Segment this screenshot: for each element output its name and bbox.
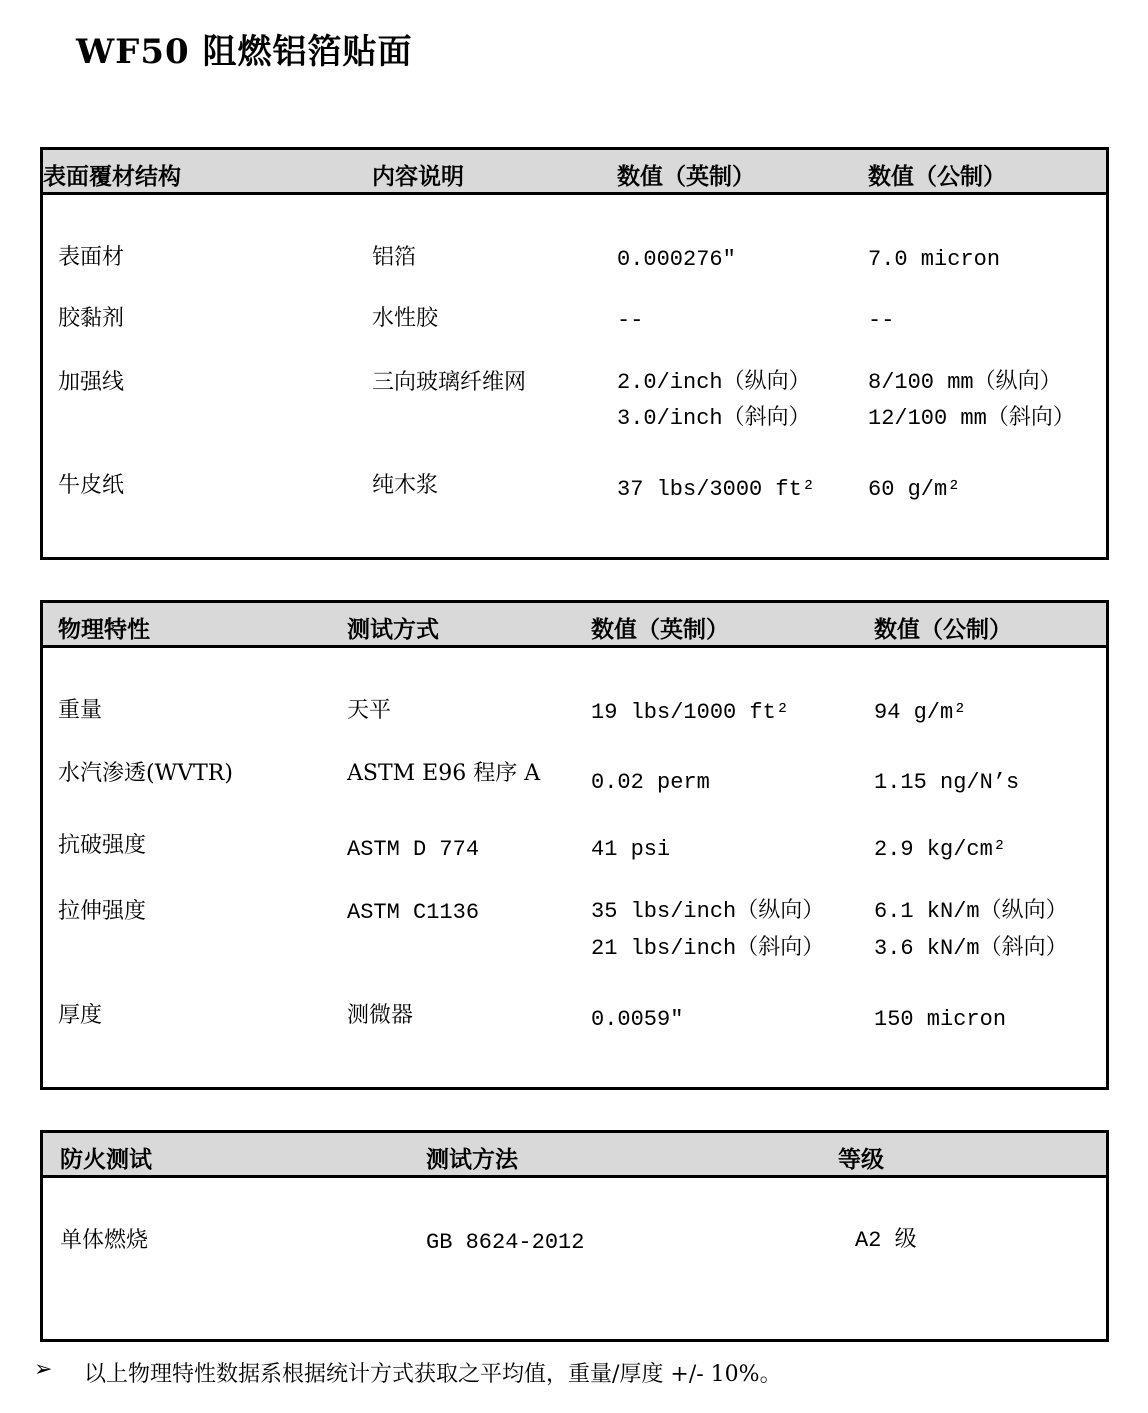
table-row-imperial-2: 21 lbs/inch（斜向） (591, 936, 825, 961)
table-row-imperial: 41 psi (591, 837, 671, 862)
table-row-name: 抗破强度 (58, 833, 147, 858)
header-col-4: 数值（公制） (874, 617, 1012, 643)
table-row-name: 拉伸强度 (58, 899, 147, 924)
header-col-2: 测试方法 (426, 1147, 518, 1173)
table-row-name: 水汽渗透(WVTR) (58, 761, 233, 786)
table-row-name: 厚度 (58, 1003, 103, 1028)
header-col-3: 数值（英制） (617, 164, 755, 190)
table-row-name: 表面材 (58, 245, 125, 270)
header-col-4: 数值（公制） (868, 164, 1006, 190)
table-row-desc: ASTM D 774 (347, 837, 480, 862)
table-row-desc: ASTM E96 程序 A (347, 761, 541, 786)
header-col-1: 物理特性 (58, 617, 150, 643)
table-row-imperial-2: 3.0/inch（斜向） (617, 406, 811, 431)
table-row-metric: 8/100 mm（纵向） (868, 370, 1062, 395)
footnote-text: 以上物理特性数据系根据统计方式获取之平均值，重量/厚度 +/- 10%。 (84, 1362, 782, 1387)
table-header (43, 603, 1106, 648)
table-row-grade: A2 级 (855, 1228, 917, 1253)
header-col-2: 测试方式 (347, 617, 439, 643)
table-row-desc: 三向玻璃纤维网 (372, 370, 527, 395)
fire-test-table (40, 1130, 1109, 1342)
table-row-method: GB 8624-2012 (426, 1230, 585, 1255)
table-row-name: 加强线 (58, 370, 125, 395)
table-row-imperial: 37 lbs/3000 ft² (617, 477, 816, 502)
table-row-desc: 水性胶 (372, 306, 439, 331)
table-row-metric: 2.9 kg/cm² (874, 837, 1007, 862)
table-row-name: 牛皮纸 (58, 473, 125, 498)
table-row-metric: 150 micron (874, 1007, 1007, 1032)
table-row-metric-2: 12/100 mm（斜向） (868, 406, 1075, 431)
table-row-desc: 纯木浆 (372, 473, 439, 498)
table-row-metric: 6.1 kN/m（纵向） (874, 899, 1068, 924)
table-row-name: 单体燃烧 (60, 1228, 149, 1253)
table-row-metric: 1.15 ng/N’s (874, 770, 1020, 795)
table-row-metric: 7.0 micron (868, 247, 1001, 272)
table-row-desc: 铝箔 (372, 245, 417, 270)
table-row-imperial: 2.0/inch（纵向） (617, 370, 811, 395)
table-row-name: 胶黏剂 (58, 306, 125, 331)
table-row-metric: 94 g/m² (874, 700, 967, 725)
table-row-imperial: 0.000276″ (617, 247, 736, 272)
document-title: WF50 阻燃铝箔贴面 (76, 32, 413, 72)
table-row-desc: 天平 (347, 698, 392, 723)
surface-structure-table (40, 147, 1109, 560)
table-row-imperial: 35 lbs/inch（纵向） (591, 899, 825, 924)
header-col-3: 等级 (838, 1147, 884, 1173)
header-col-1: 表面覆材结构 (43, 164, 181, 190)
table-row-desc: 测微器 (347, 1003, 414, 1028)
table-row-imperial: 0.0059″ (591, 1007, 684, 1032)
bullet-arrow-icon: ➢ (34, 1357, 53, 1382)
table-row-name: 重量 (58, 698, 103, 723)
header-col-1: 防火测试 (60, 1147, 152, 1173)
physical-properties-table (40, 600, 1109, 1090)
table-row-metric: 60 g/m² (868, 477, 961, 502)
table-row-desc: ASTM C1136 (347, 900, 480, 925)
header-col-2: 内容说明 (372, 164, 464, 190)
table-row-metric: -- (868, 308, 895, 333)
table-header (43, 1133, 1106, 1178)
table-row-imperial: 0.02 perm (591, 770, 710, 795)
table-row-imperial: 19 lbs/1000 ft² (591, 700, 790, 725)
table-row-imperial: -- (617, 308, 644, 333)
header-col-3: 数值（英制） (591, 617, 729, 643)
table-row-metric-2: 3.6 kN/m（斜向） (874, 936, 1068, 961)
table-header (43, 150, 1106, 195)
